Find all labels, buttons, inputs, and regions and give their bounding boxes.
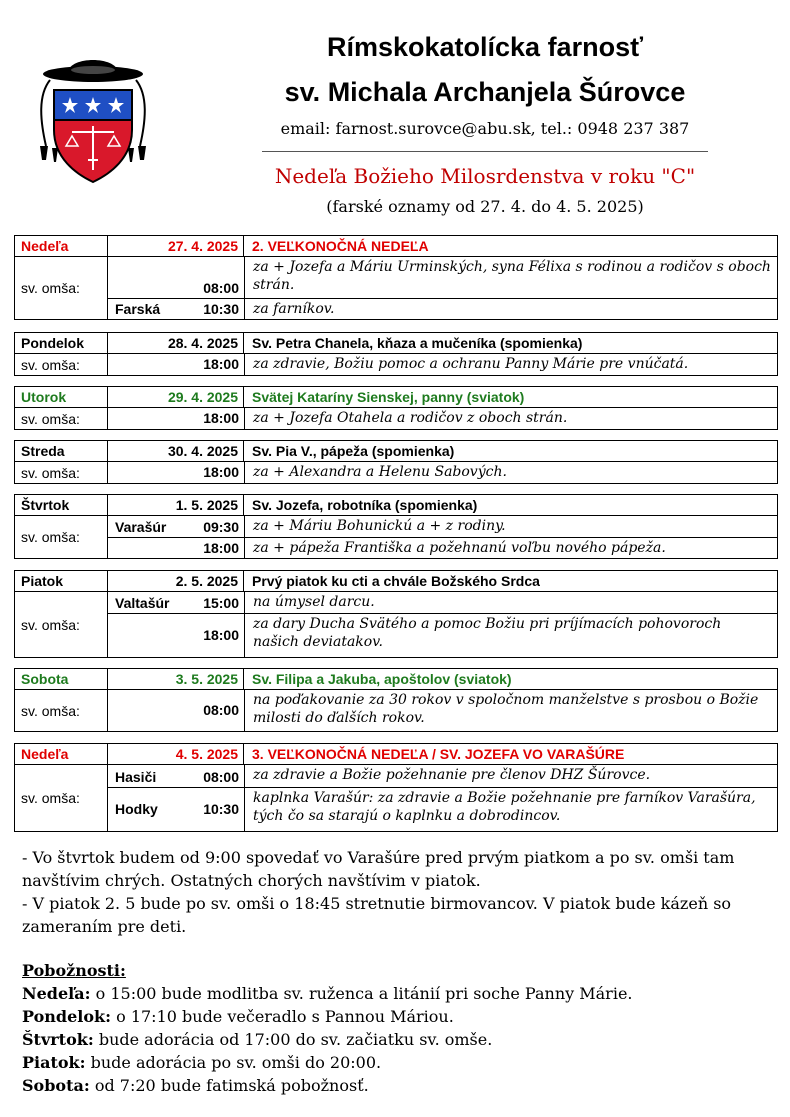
mass-time: 18:00: [203, 627, 239, 643]
day-title: 2. VEĽKONOČNÁ NEDEĽA: [243, 236, 777, 256]
mass-time-row: [108, 257, 244, 298]
devotion-item: [22, 1028, 762, 1051]
day-name: Nedeľa: [21, 238, 69, 254]
devotion-day: Sobota:: [22, 1076, 90, 1095]
mass-intention: za + Jozefa a Máriu Urminských, syna Félixa s rodinou a rodičov s oboch strán.: [253, 259, 771, 293]
parish-title: Rímskokatolícka farnosť: [326, 32, 644, 62]
devotion-item: [22, 982, 762, 1005]
devotion-text: o 17:10 bude večeradlo s Pannou Máriou.: [111, 1007, 454, 1026]
devotion-text: bude adorácia po sv. omši do 20:00.: [85, 1053, 382, 1072]
day-date: 29. 4. 2025: [107, 387, 243, 407]
day-block-tuesday: [14, 386, 778, 430]
day-name: Piatok: [21, 573, 64, 589]
day-block-friday: [14, 570, 778, 658]
day-date: 4. 5. 2025: [107, 744, 243, 764]
note: - Vo štvrtok budem od 9:00 spovedať vo Varašúre pred prvým piatkom a po sv. omši tam navštívim chrých. Ostatných chorých navštívim v piatok.: [22, 848, 735, 890]
mass-intention: za farníkov.: [245, 298, 777, 319]
day-title: Sv. Petra Chanela, kňaza a mučeníka (spomienka): [243, 333, 777, 353]
day-title: Sv. Pia V., pápeža (spomienka): [243, 441, 777, 461]
mass-time-row: [108, 408, 244, 429]
day-date: 30. 4. 2025: [107, 441, 243, 461]
day-block-monday: [14, 332, 778, 376]
mass-time: 10:30: [203, 801, 239, 817]
mass-intention: za + pápeža Františka a požehnanú voľbu nového pápeža.: [245, 537, 777, 558]
mass-time: 18:00: [203, 410, 239, 426]
mass-label: sv. omša:: [21, 616, 80, 633]
day-block-sunday-2: [14, 743, 778, 832]
mass-intention: na poďakovanie za 30 rokov v spoločnom manželstve s prosbou o Božie milosti do ďalších rokov.: [253, 692, 759, 726]
mass-time-row: [108, 592, 244, 613]
mass-intention: za zdravie, Božiu pomoc a ochranu Panny Márie pre vnúčatá.: [253, 356, 689, 372]
contact-info: email: farnost.surovce@abu.sk, tel.: 0948 237 387: [280, 119, 690, 138]
mass-time-row: [108, 765, 244, 787]
mass-place: Valtašúr: [115, 595, 170, 611]
day-title: Sv. Jozefa, robotníka (spomienka): [243, 495, 777, 515]
parish-subtitle: sv. Michala Archanjela Šúrovce: [284, 77, 686, 107]
mass-place: Farská: [115, 301, 161, 317]
announcement-notes: [22, 846, 762, 938]
note: - V piatok 2. 5 bude po sv. omši o 18:45 stretnutie birmovancov. V piatok bude kázeň so zameraním pre deti.: [22, 894, 732, 936]
mass-intention: za + Máriu Bohunickú a + z rodiny.: [253, 518, 506, 534]
day-name: Streda: [21, 443, 65, 459]
devotion-text: bude adorácia od 17:00 do sv. začiatku sv. omše.: [93, 1030, 493, 1049]
mass-intention: na úmysel darcu.: [253, 594, 375, 610]
mass-intention: za + Alexandra a Helenu Sabových.: [253, 464, 507, 480]
mass-time-row: [108, 354, 244, 375]
day-title: Sv. Filipa a Jakuba, apoštolov (sviatok): [243, 669, 777, 689]
devotion-text: o 15:00 bude modlitba sv. ruženca a litánií pri soche Panny Márie.: [90, 984, 633, 1003]
mass-time-row: [108, 298, 244, 319]
devotions-section: [22, 959, 762, 1097]
day-title: 3. VEĽKONOČNÁ NEDEĽA / SV. JOZEFA VO VARAŠÚRE: [243, 744, 777, 764]
day-block-saturday: [14, 668, 778, 732]
mass-time: 18:00: [203, 464, 239, 480]
day-date: 2. 5. 2025: [107, 571, 243, 591]
day-block-thursday: [14, 494, 778, 559]
mass-time-row: [108, 690, 244, 731]
devotion-day: Štvrtok:: [22, 1030, 94, 1049]
devotion-item: [22, 1051, 762, 1074]
day-date: 1. 5. 2025: [107, 495, 243, 515]
mass-label: sv. omša:: [21, 280, 80, 296]
mass-time: 15:00: [203, 595, 239, 611]
day-block-wednesday: [14, 440, 778, 484]
devotions-heading: Pobožnosti:: [22, 961, 126, 980]
parish-crest-icon: [32, 50, 154, 186]
day-name: Nedeľa: [21, 746, 69, 762]
day-name: Sobota: [21, 671, 69, 687]
mass-label: sv. omša:: [21, 790, 80, 806]
devotion-item: [22, 1074, 762, 1097]
mass-time: 18:00: [203, 356, 239, 372]
day-block-sunday-1: [14, 235, 778, 320]
mass-label: sv. omša:: [21, 702, 80, 719]
mass-place: Varašúr: [115, 519, 167, 535]
day-name: Pondelok: [21, 335, 85, 351]
mass-label: sv. omša:: [21, 529, 80, 545]
mass-time: 09:30: [203, 519, 239, 535]
day-date: 28. 4. 2025: [107, 333, 243, 353]
mass-intention: za + Jozefa Otahela a rodičov z oboch strán.: [253, 410, 568, 426]
mass-label: sv. omša:: [21, 410, 80, 427]
devotion-day: Pondelok:: [22, 1007, 112, 1026]
mass-time-row: [108, 462, 244, 483]
day-date: 27. 4. 2025: [107, 236, 243, 256]
announcement-range: (farské oznamy od 27. 4. do 4. 5. 2025): [326, 197, 644, 216]
mass-place: Hodky: [115, 801, 158, 817]
mass-label: sv. omša:: [21, 356, 80, 373]
mass-intention: kaplnka Varašúr: za zdravie a Božie požehnanie pre farníkov Varašúra, tých čo sa starajú o kaplnku a dobrodincov.: [245, 787, 777, 831]
mass-time-row: [108, 613, 244, 657]
mass-time: 18:00: [203, 540, 239, 556]
devotion-day: Piatok:: [22, 1053, 86, 1072]
mass-place: Hasiči: [115, 769, 157, 785]
sunday-title: Nedeľa Božieho Milosrdenstva v roku "C": [274, 164, 696, 188]
mass-intention: za dary Ducha Svätého a pomoc Božiu pri príjímacích pohovoroch našich deviatakov.: [245, 613, 777, 657]
day-date: 3. 5. 2025: [107, 669, 243, 689]
mass-label: sv. omša:: [21, 464, 80, 481]
day-name: Utorok: [21, 389, 67, 405]
day-title: Svätej Kataríny Sienskej, panny (sviatok): [243, 387, 777, 407]
devotion-text: od 7:20 bude fatimská pobožnosť.: [89, 1076, 369, 1095]
mass-time: 08:00: [203, 769, 239, 785]
mass-time-row: [108, 787, 244, 831]
devotion-day: Nedeľa:: [22, 984, 91, 1003]
mass-intention: za zdravie a Božie požehnanie pre členov DHZ Šúrovce.: [253, 767, 651, 783]
header-divider: [262, 151, 708, 152]
mass-time: 10:30: [203, 301, 239, 317]
mass-time-row: [108, 537, 244, 558]
day-name: Štvrtok: [21, 497, 70, 513]
mass-time: 08:00: [203, 280, 239, 296]
mass-time-row: [108, 516, 244, 537]
mass-time: 08:00: [203, 702, 239, 718]
day-title: Prvý piatok ku cti a chvále Božského Srdca: [243, 571, 777, 591]
devotion-item: [22, 1005, 762, 1028]
